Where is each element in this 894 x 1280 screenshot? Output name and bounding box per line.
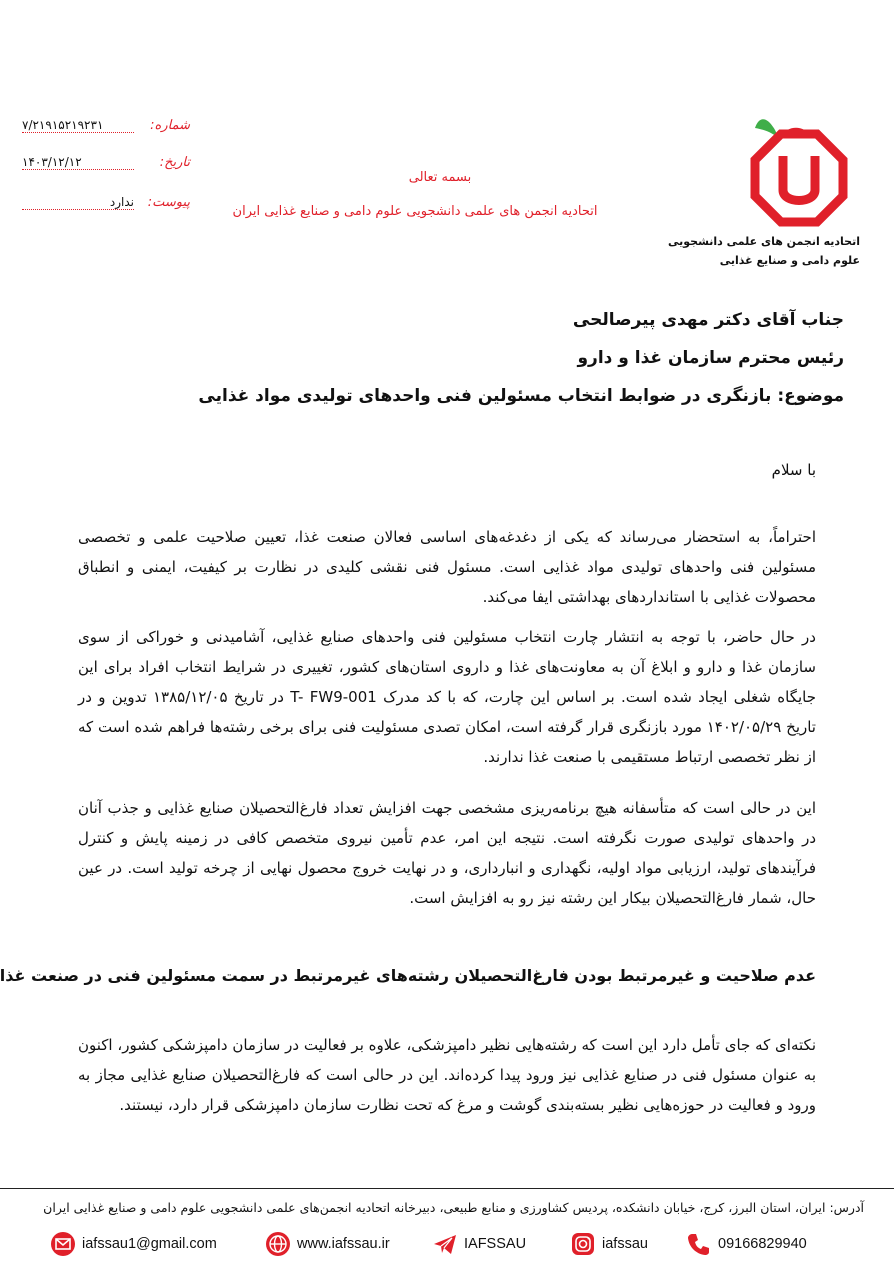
logo-octagon: [755, 134, 843, 222]
organization-title: اتحادیه انجمن های علمی دانشجویی علوم دامی و صنایع غذایی ایران: [232, 204, 598, 219]
telegram-text: IAFSSAU: [464, 1236, 527, 1252]
bismillah-text: بسمه تعالی: [408, 170, 472, 185]
organization-logo: [745, 112, 851, 230]
footer-divider: [0, 1188, 894, 1189]
footer-telegram[interactable]: [432, 1228, 526, 1260]
recipient-name: جناب آقای دکتر مهدی پیرصالحی: [572, 310, 844, 330]
phone-text: 09166829940: [718, 1236, 807, 1252]
letter-date-value: ۱۴۰۳/۱۲/۱۲: [22, 155, 134, 170]
footer-website[interactable]: [265, 1228, 390, 1260]
footer-address: آدرس: ایران، استان البرز، کرج، خیابان دانشکده، پردیس کشاورزی و منابع طبیعی، دبیرخانه اتحادیه انجمن‌های علمی دانشجویی علوم دامی و صنایع غذایی ایران: [43, 1200, 864, 1215]
recipient-title: رئیس محترم سازمان غذا و دارو: [577, 348, 844, 368]
letter-number-value: ۷/۲۱۹۱۵۲۱۹۲۳۱: [22, 118, 134, 133]
subject-line: موضوع: بازنگری در ضوابط انتخاب مسئولین فنی واحدهای تولیدی مواد غذایی: [198, 386, 844, 406]
letter-number: [22, 118, 190, 140]
email-text: iafssau1@gmail.com: [82, 1236, 217, 1252]
globe-icon: [265, 1231, 291, 1257]
footer-instagram[interactable]: [570, 1228, 648, 1260]
footer-email[interactable]: [50, 1228, 217, 1260]
paragraph-4: نکته‌ای که جای تأمل دارد این است که رشته‌هایی نظیر دامپزشکی، علاوه بر فعالیت در سازمان دامپزشکی کشور، اکنون به عنوان مسئول فنی در صنایع غذایی نیز ورود پیدا کرده‌اند. این در حالی است که فارغ‌التحصیلان صنایع غذایی مجاز به ورود و فعالیت در حوزه‌هایی نظیر بسته‌بندی گوشت و مرغ که تحت نظارت سازمان دامپزشکی قرار دارد، نیستند.: [78, 1036, 816, 1114]
phone-icon: [686, 1231, 712, 1257]
footer-phone[interactable]: [686, 1228, 807, 1260]
letter-attachment-value: ندارد: [22, 195, 134, 210]
logo-u-shape: [783, 156, 815, 201]
email-icon: [50, 1231, 76, 1257]
logo-caption-line1: اتحادیه انجمن های علمی دانشجویی: [668, 235, 860, 248]
greeting: با سلام: [771, 461, 816, 479]
letter-attachment: [22, 195, 190, 217]
letter-date-label: تاریخ:: [159, 155, 190, 170]
telegram-icon: [432, 1231, 458, 1257]
letter-attachment-label: پیوست:: [147, 195, 190, 210]
letter-date: [22, 155, 190, 177]
instagram-icon: [570, 1231, 596, 1257]
logo-caption-line2: علوم دامی و صنایع غذایی: [719, 254, 860, 267]
letter-number-label: شماره:: [150, 118, 190, 133]
section-heading: عدم صلاحیت و غیرمرتبط بودن فارغ‌التحصیلان رشته‌های غیرمرتبط در سمت مسئولین فنی در صنعت غذا: [0, 966, 816, 985]
paragraph-2: در حال حاضر، با توجه به انتشار چارت انتخاب مسئولین فنی واحدهای صنایع غذایی، آشامیدنی و خوراکی از سوی سازمان غذا و دارو و ابلاغ آن به معاونت‌های غذا و داروی استان‌های کشور، تغییری در شرایط انتخاب افراد برای این جایگاه شغلی ایجاد شده است. بر اساس این چارت، که با کد مدرک T- FW9-001 در تاریخ ۱۳۸۵/۱۲/۰۵ تدوین و در تاریخ ۱۴۰۲/۰۵/۲۹ مورد بازنگری قرار گرفته است، امکان تصدی مسئولیت فنی برای برخی رشته‌ها فراهم شده است که از نظر تخصصی ارتباط مستقیمی با صنعت غذا ندارند.: [78, 628, 817, 766]
website-text: www.iafssau.ir: [297, 1236, 390, 1252]
paragraph-3: این در حالی است که متأسفانه هیچ برنامه‌ریزی مشخصی جهت افزایش تعداد فارغ‌التحصیلان صنایع غذایی و جذب آنان در واحدهای تولیدی صورت نگرفته است. نتیجه این امر، عدم تأمین نیروی متخصص کافی در زمینه پایش و کنترل فرآیندهای تولید، ارزیابی مواد اولیه، نگهداری و انبارداری، و در نهایت خروج محصول نهایی از چرخه تولید است. در عین حال، شمار فارغ‌التحصیلان بیکار این رشته نیز رو به افزایش است.: [78, 799, 816, 907]
paragraph-1: احتراماً، به استحضار می‌رساند که یکی از دغدغه‌های اساسی فعالان صنعت غذا، تعیین صلاحیت علمی و تخصصی مسئولین فنی واحدهای تولیدی مواد غذایی است. مسئول فنی نقشی کلیدی در نظارت بر کیفیت، ایمنی و انطباق محصولات غذایی با استانداردهای بهداشتی ایفا می‌کند.: [78, 528, 816, 606]
instagram-text: iafssau: [602, 1236, 648, 1252]
